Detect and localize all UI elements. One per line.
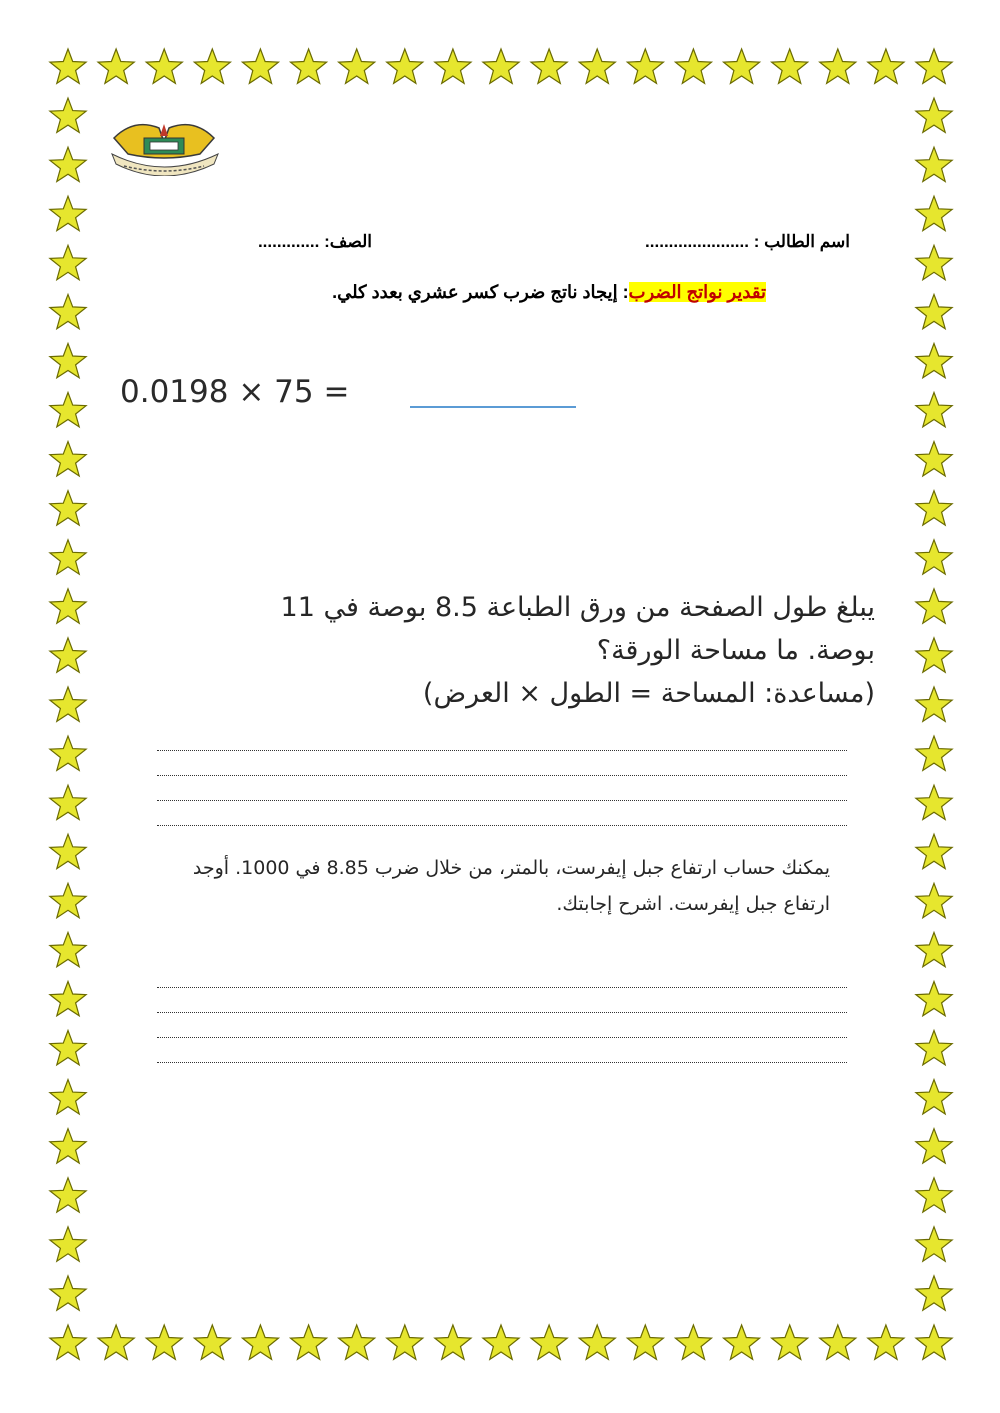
student-name-blank[interactable]: ...................... <box>645 232 749 251</box>
star-icon <box>820 49 856 83</box>
star-icon <box>916 1080 952 1114</box>
star-icon <box>291 49 327 83</box>
topic-description: : إيجاد ناتج ضرب كسر عشري بعدد كلي. <box>332 282 629 302</box>
star-icon <box>531 49 567 83</box>
star-icon <box>435 1325 471 1359</box>
answer-line[interactable] <box>157 825 847 826</box>
star-icon <box>916 883 952 917</box>
star-icon <box>916 687 952 721</box>
star-icon <box>50 147 86 181</box>
star-icon <box>916 442 952 476</box>
star-icon <box>50 98 86 132</box>
star-icon <box>916 785 952 819</box>
answer-line[interactable] <box>157 800 847 801</box>
star-icon <box>916 982 952 1016</box>
star-icon <box>50 1178 86 1212</box>
star-icon <box>772 1325 808 1359</box>
star-icon <box>50 491 86 525</box>
star-icon <box>339 1325 375 1359</box>
star-icon <box>50 932 86 966</box>
star-icon <box>916 1276 952 1310</box>
question-hint: (مساعدة: المساحة = الطول × العرض) <box>422 678 875 709</box>
star-icon <box>627 49 663 83</box>
star-icon <box>291 1325 327 1359</box>
star-icon <box>146 1325 182 1359</box>
star-icon <box>50 49 86 83</box>
star-icon <box>194 49 230 83</box>
star-icon <box>868 49 904 83</box>
star-icon <box>50 883 86 917</box>
star-icon <box>50 687 86 721</box>
star-icon <box>242 49 278 83</box>
everest-question: يمكنك حساب ارتفاع جبل إيفرست، بالمتر، من خلال ضرب 8.85 في 1000. أوجد ارتفاع جبل إيفرست. اشرح إجابتك. <box>192 857 830 915</box>
star-icon <box>242 1325 278 1359</box>
star-icon <box>724 1325 760 1359</box>
star-icon <box>98 49 134 83</box>
star-icon <box>50 245 86 279</box>
star-icon <box>435 49 471 83</box>
star-icon <box>916 294 952 328</box>
class-label: الصف: <box>324 232 372 251</box>
star-icon <box>483 1325 519 1359</box>
star-icon <box>483 49 519 83</box>
star-icon <box>50 1129 86 1163</box>
star-icon <box>916 736 952 770</box>
star-icon <box>194 1325 230 1359</box>
star-icon <box>50 1325 86 1359</box>
answer-line[interactable] <box>157 1012 847 1013</box>
multiplication-expression: 0.0198 × 75 = <box>120 374 350 410</box>
star-icon <box>820 1325 856 1359</box>
star-icon <box>531 1325 567 1359</box>
answer-line[interactable] <box>157 775 847 776</box>
lesson-topic <box>332 282 766 303</box>
star-icon <box>916 98 952 132</box>
star-icon <box>50 442 86 476</box>
star-icon <box>916 1227 952 1261</box>
topic-highlight: تقدير نواتج الضرب <box>628 282 766 302</box>
star-icon <box>50 1276 86 1310</box>
star-icon <box>916 1031 952 1065</box>
star-icon <box>916 834 952 868</box>
star-icon <box>98 1325 134 1359</box>
star-icon <box>916 638 952 672</box>
star-icon <box>50 196 86 230</box>
school-emblem-icon <box>104 118 224 176</box>
star-icon <box>724 49 760 83</box>
star-icon <box>868 1325 904 1359</box>
star-icon <box>50 1080 86 1114</box>
star-icon <box>916 245 952 279</box>
class-blank[interactable]: ............. <box>257 232 320 251</box>
star-icon <box>772 49 808 83</box>
student-name-label: اسم الطالب : <box>753 232 850 251</box>
star-icon <box>50 540 86 574</box>
star-icon <box>50 344 86 378</box>
answer-line[interactable] <box>157 750 847 751</box>
star-icon <box>50 736 86 770</box>
star-icon <box>916 393 952 427</box>
star-icon <box>916 1325 952 1359</box>
star-icon <box>50 393 86 427</box>
star-icon <box>50 589 86 623</box>
star-icon <box>387 49 423 83</box>
star-icon <box>916 344 952 378</box>
star-icon <box>627 1325 663 1359</box>
star-icon <box>916 491 952 525</box>
paper-area-question <box>140 586 875 715</box>
star-icon <box>916 1129 952 1163</box>
answer-line[interactable] <box>157 1037 847 1038</box>
star-icon <box>579 1325 615 1359</box>
answer-line[interactable] <box>157 987 847 988</box>
star-icon <box>50 294 86 328</box>
star-icon <box>916 1178 952 1212</box>
question-line-1: يبلغ طول الصفحة من ورق الطباعة 8.5 بوصة في 11 <box>280 592 875 623</box>
class-field <box>258 232 372 252</box>
star-icon <box>916 589 952 623</box>
star-icon <box>146 49 182 83</box>
star-icon <box>339 49 375 83</box>
star-icon <box>50 1031 86 1065</box>
star-icon <box>916 196 952 230</box>
answer-line[interactable] <box>157 1062 847 1063</box>
star-icon <box>916 49 952 83</box>
star-icon <box>579 49 615 83</box>
star-icon <box>387 1325 423 1359</box>
star-icon <box>50 1227 86 1261</box>
star-icon <box>50 834 86 868</box>
star-icon <box>50 785 86 819</box>
star-icon <box>50 638 86 672</box>
star-icon <box>916 540 952 574</box>
star-icon <box>675 1325 711 1359</box>
star-icon <box>916 932 952 966</box>
star-icon <box>916 147 952 181</box>
star-icon <box>675 49 711 83</box>
star-icon <box>50 982 86 1016</box>
question-line-2: بوصة. ما مساحة الورقة؟ <box>596 635 875 666</box>
answer-blank-line[interactable] <box>410 406 576 408</box>
student-name-field <box>645 232 850 252</box>
